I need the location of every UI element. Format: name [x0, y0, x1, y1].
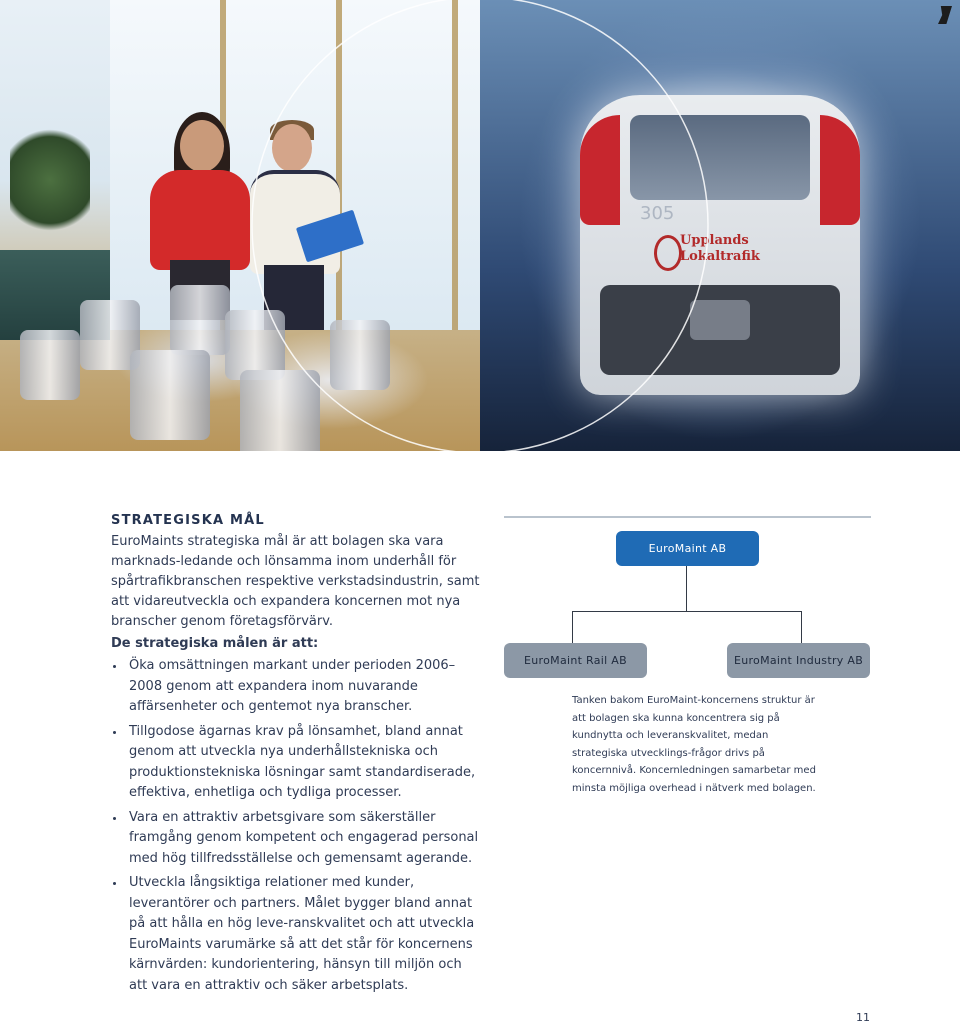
connector-left — [572, 611, 573, 643]
org-child-rail-box: EuroMaint Rail AB — [504, 643, 647, 678]
plant — [10, 120, 90, 240]
goals-title: De strategiska målen är att: — [111, 636, 319, 651]
divider-rule — [504, 516, 871, 518]
org-child-industry-box: EuroMaint Industry AB — [727, 643, 870, 678]
train-logo-line2: Lokaltrafik — [680, 249, 760, 264]
train-logo-line1: Upplands — [680, 233, 749, 248]
train-front — [580, 95, 860, 395]
goal-item: Öka omsättningen markant under perioden 2006–2008 genom att expandera inom nuvarande affärsenheter och gentemot nya branscher. — [111, 656, 483, 718]
photo-workers — [0, 0, 480, 451]
brand-mark-icon — [938, 6, 952, 24]
page-number: 11 — [856, 1011, 870, 1024]
connector-right — [801, 611, 802, 643]
org-parent-box: EuroMaint AB — [616, 531, 759, 566]
goal-item: Vara en attraktiv arbetsgivare som säkerställer framgång genom kompetent och engagerad personal med hög tillfredsställelse och gemensamt agerande. — [111, 808, 483, 870]
train-logo — [680, 233, 800, 273]
goal-item: Utveckla långsiktiga relationer med kunder, leverantörer och partners. Målet bygger bland annat på att hålla en hög leve-ranskvalitet och att utveckla EuroMaints varumärke så att det står för koncernens kärnvärden: kundorientering, hänsyn till miljön och att vara en attraktiv och säker arbetsplats. — [111, 873, 483, 996]
logo-icon — [654, 235, 682, 271]
metal-castings — [0, 270, 480, 451]
intro-paragraph: EuroMaints strategiska mål är att bolagen ska vara marknads-ledande och lönsamma inom underhåll för spårtrafikbranschen respektive verkstadsindustrin, samt att vidareutveckla och expandera koncernen mot nya branscher genom företagsförvärv. — [111, 534, 480, 629]
train-number: 305 — [640, 203, 675, 224]
connector-vertical — [686, 566, 687, 611]
goal-item: Tillgodose ägarnas krav på lönsamhet, bland annat genom att utveckla nya underhållstekniska och produktionstekniska lösningar samt standardiserade, effektiva, enhetliga och tydliga processer. — [111, 722, 483, 804]
connector-horizontal — [572, 611, 802, 612]
org-caption: Tanken bakom EuroMaint-koncernens struktur är att bolagen ska kunna koncentrera sig på kundnytta och leveranskvalitet, medan strategiska utvecklings-frågor drivs på koncernnivå. Koncernledningen samarbetar med minsta möjliga overhead i nätverk med bolagen. — [572, 695, 816, 794]
section-heading: STRATEGISKA MÅL — [111, 513, 265, 528]
photo-train-wash — [480, 0, 960, 451]
goals-list — [111, 656, 483, 1000]
